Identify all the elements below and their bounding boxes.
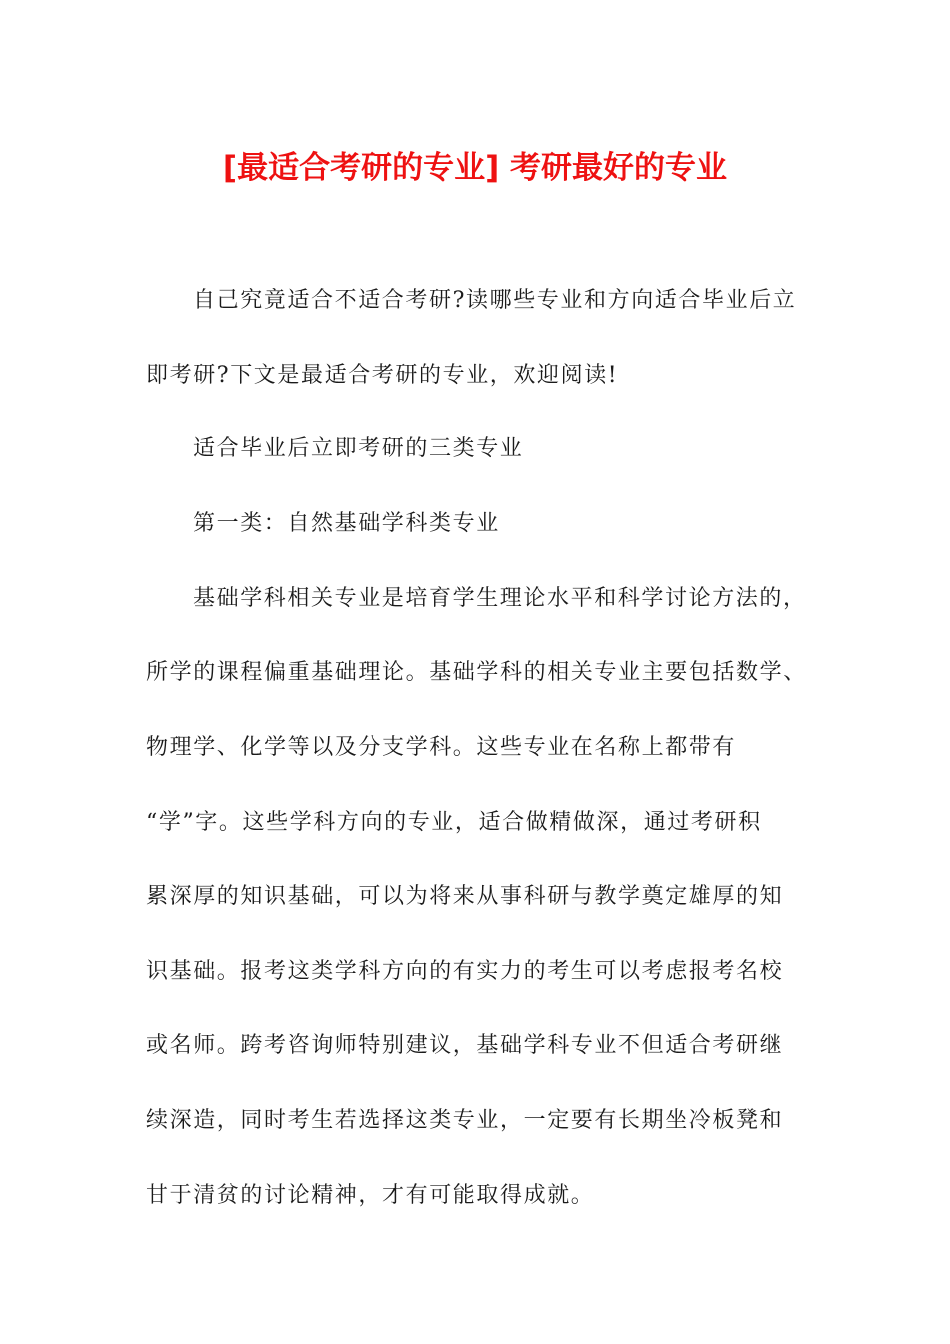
paragraph-line: 所学的课程偏重基础理论。基础学科的相关专业主要包括数学、 xyxy=(146,660,807,685)
paragraph-line: 即考研?下文是最适合考研的专业，欢迎阅读! xyxy=(146,363,619,388)
paragraph-line: 甘于清贫的讨论精神，才有可能取得成就。 xyxy=(146,1183,595,1208)
paragraph-line: 累深厚的知识基础，可以为将来从事科研与教学奠定雄厚的知 xyxy=(146,884,784,909)
paragraph-line: 自己究竟适合不适合考研?读哪些专业和方向适合毕业后立 xyxy=(193,288,797,313)
paragraph-line: 续深造，同时考生若选择这类专业，一定要有长期坐冷板凳和 xyxy=(146,1108,784,1133)
paragraph-line: 识基础。报考这类学科方向的有实力的考生可以考虑报考名校 xyxy=(146,959,784,984)
paragraph-line: “学”字。这些学科方向的专业，适合做精做深，通过考研积 xyxy=(146,810,762,835)
paragraph-line: 第一类：自然基础学科类专业 xyxy=(193,511,500,536)
paragraph-line: 基础学科相关专业是培育学生理论水平和科学讨论方法的， xyxy=(193,586,807,611)
paragraph-line: 或名师。跨考咨询师特别建议，基础学科专业不但适合考研继 xyxy=(146,1033,784,1058)
document-title: [最适合考研的专业] 考研最好的专业 xyxy=(222,150,728,186)
paragraph-line: 适合毕业后立即考研的三类专业 xyxy=(193,436,524,461)
paragraph-line: 物理学、化学等以及分支学科。这些专业在名称上都带有 xyxy=(146,735,737,760)
